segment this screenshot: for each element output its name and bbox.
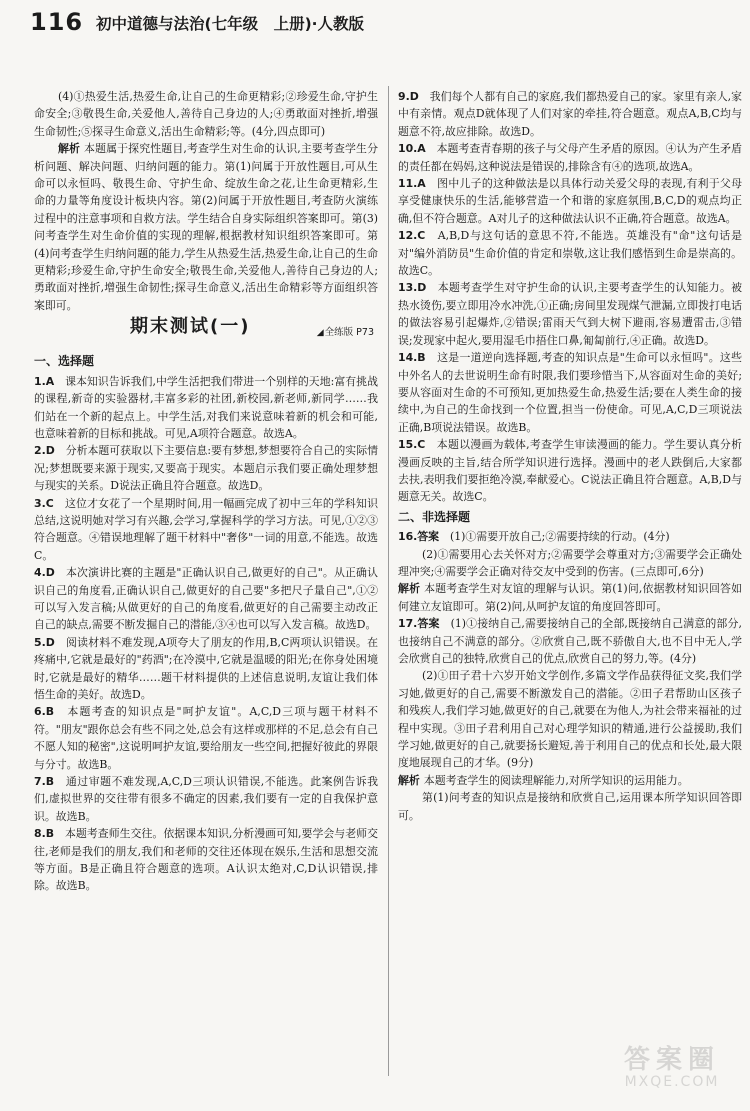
q16-line: (1)①需要开放自己;②需要持续的行动。(4分) <box>449 530 670 544</box>
item-number: 5.D <box>34 635 55 649</box>
list-item <box>398 88 742 140</box>
item-text: 本题考查师生交往。依据课本知识,分析漫画可知,要学会与老师交往,老师是我们的朋友,我们和老师的交往还体现在娱乐,生活和思想交流等方面。B是正确且符合题意的选项。A认识太绝对,C,D认识错误,排除。故选B。 <box>34 827 378 893</box>
item-number: 9.D <box>398 90 419 103</box>
item-text: 这位才女花了一个星期时间,用一幅画完成了初中三年的学科知识总结,这说明她对学习有兴趣,会学习,掌握科学的学习方法。可见,①②③符合题意。④错误地理解了题干材料中"奢侈"一词的用意,不能选。故选C。 <box>34 496 378 562</box>
book-title: 初中道德与法治(七年级 上册)·人教版 <box>96 15 365 33</box>
item-text: 通过审题不难发现,A,C,D三项认识错误,不能选。此案例告诉我们,虚拟世界的交往带有很多不确定的因素,我们要有一定的自我保护意识。故选B。 <box>34 775 378 823</box>
list-item <box>398 279 742 349</box>
item-number: 11.A <box>398 177 426 191</box>
list-item <box>34 825 378 895</box>
item-number: 2.D <box>34 444 55 458</box>
analysis-label: 解析 <box>57 142 81 156</box>
q16-analysis <box>398 580 742 615</box>
left-column <box>34 88 378 895</box>
q17-analysis-continued: 第(1)问考查的知识点是接纳和欣赏自己,运用课本所学知识回答即可。 <box>398 791 742 822</box>
item-number: 4.D <box>34 566 55 580</box>
exam-title: 期末测试(一) <box>130 316 251 338</box>
item-number: 13.D <box>398 281 427 295</box>
item-number: 12.C <box>398 229 426 243</box>
item-text: 本次演讲比赛的主题是"正确认识自己,做更好的自己"。从正确认识自己的角度看,正确认识自己,做更好的自己要"多把尺子量自己",①②可以写入发言稿;从做更好的自己的角度看,做更好的自己需要主动改正自己的缺点,需要不断发掘自己的潜能,③④也可以写入发言稿。故选D。 <box>34 566 378 632</box>
column-divider <box>388 86 389 1076</box>
watermark-bottom: MXQE.COM <box>624 1074 720 1090</box>
exam-title-row <box>34 318 378 350</box>
page-number: 116 <box>30 8 84 36</box>
exam-ref-text: 全练版 P73 <box>324 327 374 339</box>
item-text: 本题考查青春期的孩子与父母产生矛盾的原因。④认为产生矛盾的责任都在妈妈,这种说法是错误的,排除含有④的选项,故选A。 <box>398 142 742 173</box>
item-text: 本题以漫画为载体,考查学生审读漫画的能力。学生要认真分析漫画反映的主旨,结合所学知识进行选择。漫画中的老人跌倒后,大家都去扶,表明我们要拒绝冷漠,奉献爱心。C说法正确且符合题意。A,B,D与题意无关。故选C。 <box>398 438 742 504</box>
q17-label: 17.答案 <box>398 617 440 631</box>
analysis-label: 解析 <box>398 773 420 787</box>
item-number: 3.C <box>34 496 54 510</box>
list-item <box>34 703 378 773</box>
watermark-top: 答案圈 <box>623 1045 720 1075</box>
page-header <box>22 8 732 46</box>
exam-ref <box>317 324 374 342</box>
item-number: 6.B <box>34 705 55 719</box>
item-text: 本题考查学生对守护生命的认识,主要考查学生的认知能力。被热水烫伤,要立即用冷水冲洗,①正确;房间里发现煤气泄漏,立即拨打电话的做法容易引起爆炸,②错误;雷雨天气到大树下避雨,容易遭雷击,③错误;发现家中起火,要用湿毛巾捂住口鼻,匍匐前行,④正确。故选D。 <box>398 281 742 347</box>
pointer-icon: ◢ <box>316 328 324 339</box>
section1-title: 一、选择题 <box>34 354 95 369</box>
item-number: 1.A <box>34 374 55 388</box>
list-item <box>34 442 378 494</box>
list-item <box>398 227 742 279</box>
item-number: 15.C <box>398 438 426 452</box>
item-text: A,B,D与这句话的意思不符,不能选。英雄没有"命"这句话是对"编外消防员"生命价值的肯定和崇敬,这让我们感悟到生命是崇高的。故选C。 <box>398 229 742 278</box>
intro-analysis-text: 本题属于探究性题目,考查学生对生命的认识,主要考查学生分析问题、解决问题、归纳问题的能力。第(1)问属于开放性题目,可从生命可以永恒吗、敬畏生命、守护生命、绽放生命之花,让生命更精彩,生命的力量等角度设计板块内容。第(2)问属于开放性题目,考查防火演练过程中的注意事项和自救方法。学生结合自身实际组织答案即可。第(3)问考查学生对生命价值的实现的理解,根据教材知识组织答案即可。第(4)问考查学生归纳问题的能力,学生从热爱生活,热爱生命,让自己的生命更精彩;珍爱生命,守护生命安全;敬畏生命,关爱他人,善待自己身边的人;勇敢面对挫折,增强生命韧性;探寻生命意义,活出生命精彩等方面组织答案即可。 <box>34 142 378 312</box>
q17-line: (1)①接纳自己,需要接纳自己的全部,既接纳自己满意的部分,也接纳自己不满意的部分。②欣赏自己,既不骄傲自大,也不目中无人,学会欣赏自己的独特,欣赏自己的优点,欣赏自己的努力,等。(4分) <box>398 617 742 665</box>
q16-line: (2)①需要用心去关怀对方;②需要学会尊重对方;③需要学会正确处理冲突;④需要学会正确对待交友中受到的伤害。(三点即可,6分) <box>398 547 742 578</box>
list-item <box>398 436 742 506</box>
item-text: 分析本题可获取以下主要信息:要有梦想,梦想要符合自己的实际情况;梦想既要来源于现实,又要高于现实。本题启示我们要正确处理梦想与现实的关系。D说法正确且符合题意。故选D。 <box>34 444 378 493</box>
q16-answer <box>398 528 742 545</box>
item-number: 7.B <box>34 775 55 789</box>
q17-analysis-text: 本题考查学生的阅读理解能力,对所学知识的运用能力。 <box>423 773 689 787</box>
item-text: 这是一道逆向选择题,考查的知识点是"生命可以永恒吗"。这些中外名人的去世说明生命有时限,我们要珍惜当下,从容面对生命的美好;要从容面对生命的不可预知,更加热爱生命,热爱生活;要在人类生命的接续中,为自己的生命找到一个位置,担当一份使命。可见,A,C,D三项说法正确,B项说法错误。故选B。 <box>398 351 742 434</box>
item-number: 10.A <box>398 142 426 156</box>
analysis-label: 解析 <box>398 582 421 596</box>
intro-answer: (4)①热爱生活,热爱生命,让自己的生命更精彩;②珍爱生命,守护生命安全;③敬畏生命,关爱他人,善待自己身边的人;④勇敢面对挫折,增强生命韧性;⑤探寻生命意义,活出生命精彩;等。(4分,四点即可) <box>34 90 378 138</box>
list-item <box>34 634 378 704</box>
q17-answer <box>398 615 742 667</box>
item-text: 图中儿子的这种做法是以具体行动关爱父母的表现,有利于父母享受健康快乐的生活,能够营造一个和谐的家庭氛围,B,C,D的观点均正确,但不符合题意。A对儿子的这种做法认识不正确,符合题意。故选A。 <box>398 177 742 225</box>
q16-label: 16.答案 <box>398 530 440 544</box>
q16-analysis-text: 本题考查学生对友谊的理解与认识。第(1)问,依据教材知识回答如何建立友谊即可。第(2)问,从呵护友谊的角度回答即可。 <box>398 582 742 613</box>
list-item <box>34 773 378 825</box>
list-item <box>34 373 378 443</box>
item-text: 阅读材料不难发现,A项夸大了朋友的作用,B,C两项认识错误。在疼痛中,它就是最好的"药酒";在冷漠中,它就是温暖的阳光;在你身处困境时,它就是最好的精华……题干材料提供的上述信息说明,友谊让我们体悟生命的美好。故选D。 <box>34 635 378 701</box>
list-item <box>398 175 742 227</box>
item-text: 我们每个人都有自己的家庭,我们都热爱自己的家。家里有亲人,家中有亲情。观点D就体现了人们对家的牵挂,符合题意。观点A,B,C均与题意不符,故应排除。故选D。 <box>398 90 742 138</box>
item-number: 14.B <box>398 351 426 365</box>
intro-analysis <box>34 140 378 314</box>
right-column <box>398 88 742 824</box>
list-item <box>398 349 742 436</box>
q17-analysis <box>398 772 742 789</box>
list-item <box>34 564 378 634</box>
list-item <box>34 495 378 565</box>
watermark-logo <box>608 1039 736 1093</box>
item-text: 本题考查的知识点是"呵护友谊"。A,C,D三项与题干材料不符。"朋友"跟你总会有些不同之处,总会有这样或那样的不足,总会有自己不愿人知的秘密",这说明呵护友谊,要给朋友一些空间,把握好彼此的界限与分寸。故选B。 <box>34 705 378 771</box>
q17-line: (2)①田子君十六岁开始文学创作,多篇文学作品获得征文奖,我们学习她,做更好的自己,需要不断激发自己的潜能。②田子君帮助山区孩子和残疾人,我们学习她,做更好的自己,就要在为他人,为社会带来福祉的过程中实现。③田子君利用自己对心理学知识的精通,进行公益援助,我们学习她,做更好的自己,就要扬长避短,善于利用自己的优点和长处,最大限度地展现自己的才华。(9分) <box>398 669 742 770</box>
item-text: 课本知识告诉我们,中学生活把我们带进一个别样的天地:富有挑战的课程,新奇的实验器材,丰富多彩的社团,新校园,新老师,新同学……我们站在一个新的起点上。中学生活,对我们来说意味着新的机会和可能,也意味着新的目标和挑战。可见,A项符合题意。故选A。 <box>34 374 378 440</box>
list-item <box>398 140 742 175</box>
section2-title: 二、非选择题 <box>398 509 471 524</box>
item-number: 8.B <box>34 827 55 841</box>
